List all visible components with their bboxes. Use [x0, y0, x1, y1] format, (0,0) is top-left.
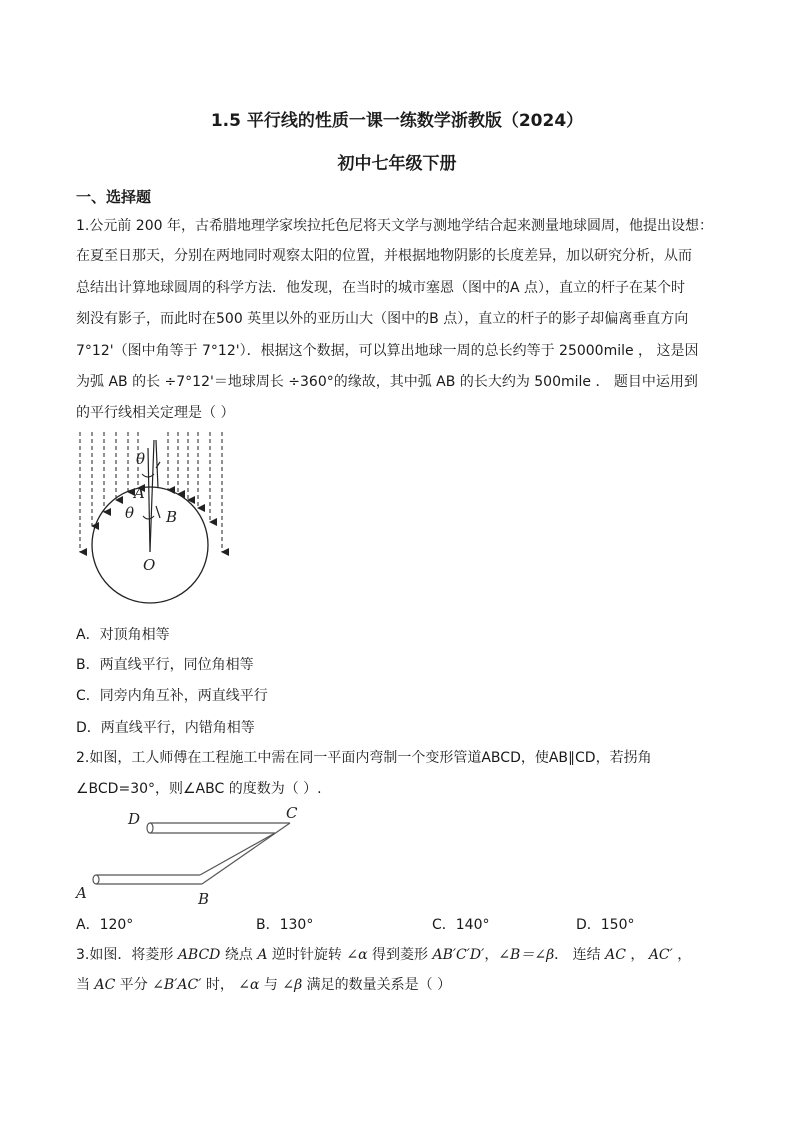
- q3-math: A: [257, 947, 268, 963]
- q3-text: 当: [76, 977, 95, 993]
- q2-option-c[interactable]: C．140°: [432, 917, 490, 933]
- q3-text: ． 连结: [554, 947, 606, 963]
- q3-text: 3.如图．将菱形: [76, 947, 178, 963]
- q2-line-1: 2.如图，工人师傅在工程施工中需在同一平面内弯制一个变形管道ABCD，使AB∥CD，若拐角: [76, 750, 652, 766]
- document-subtitle: 初中七年级下册: [337, 154, 457, 174]
- q3-line-1: [76, 945, 691, 965]
- label-point-a2: A: [76, 884, 87, 902]
- q1-line-7: 的平行线相关定理是（ ）: [76, 405, 235, 421]
- q3-text: 平分: [115, 977, 153, 993]
- section-heading: 一、选择题: [76, 188, 152, 206]
- pipe-figure: [72, 802, 312, 908]
- q1-option-c[interactable]: C．同旁内角互补，两直线平行: [76, 688, 268, 704]
- label-point-d: D: [128, 810, 141, 828]
- q1-line-1: 1.公元前 200 年，古希腊地理学家埃拉托色尼将天文学与测地学结合起来测量地球圆周，他提出设想：: [76, 218, 713, 234]
- label-point-b2: B: [198, 890, 210, 908]
- q3-math: ∠β: [282, 977, 303, 993]
- q3-math: ∠α: [238, 977, 260, 993]
- q2-option-a[interactable]: A．120°: [76, 917, 134, 933]
- label-theta-top: θ: [136, 450, 146, 468]
- q1-line-5: 7°12'（图中角等于 7°12'）．根据这个数据，可以算出地球一周的总长约等于 25000mile ， 这是因: [76, 343, 699, 359]
- q3-text: ，: [672, 947, 692, 963]
- q2-option-b[interactable]: B．130°: [256, 917, 314, 933]
- q3-math: ∠B＝∠β: [498, 947, 555, 963]
- q3-math: AC: [605, 947, 626, 963]
- label-point-c: C: [286, 804, 298, 822]
- q3-math: ABCD: [177, 947, 221, 963]
- label-theta-bottom: θ: [125, 504, 135, 522]
- earth-shadow-figure: [70, 428, 240, 614]
- label-point-a: A: [134, 484, 145, 502]
- q3-line-2: [76, 975, 451, 995]
- q3-math: ∠B′AC′: [152, 977, 202, 993]
- label-point-o: O: [143, 556, 156, 574]
- q1-option-a[interactable]: A．对顶角相等: [76, 627, 170, 643]
- q3-text: 满足的数量关系是（ ）: [302, 977, 452, 993]
- q3-text: ，: [625, 947, 649, 963]
- q1-line-6: 为弧 AB 的长 ÷7°12'＝地球周长 ÷360°的缘故，其中弧 AB 的长大约为 500mile ． 题目中运用到: [76, 374, 698, 390]
- q3-text: 时，: [201, 977, 239, 993]
- q3-math: ∠α: [346, 947, 368, 963]
- q1-line-3: 总结出计算地球圆周的科学方法．他发现，在当时的城市塞恩（图中的A 点），直立的杆子在某个时: [76, 280, 686, 296]
- q3-text: 得到菱形: [367, 947, 433, 963]
- q3-math: AC′: [648, 947, 673, 963]
- q3-math: AC: [94, 977, 116, 993]
- q1-line-2: 在夏至日那天，分别在两地同时观察太阳的位置，并根据地物阴影的长度差异，加以研究分析，从而: [76, 248, 692, 264]
- label-point-b: B: [166, 508, 178, 526]
- q3-text: 与: [259, 977, 283, 993]
- q1-line-4: 刻没有影子，而此时在500 英里以外的亚历山大（图中的B 点），直立的杆子的影子却偏离垂直方向: [76, 311, 689, 327]
- q1-option-d[interactable]: D．两直线平行，内错角相等: [76, 720, 255, 736]
- q3-math: AB′C′D′: [432, 947, 485, 963]
- document-title: 1.5 平行线的性质一课一练数学浙教版（2024）: [210, 111, 584, 131]
- q2-line-2: ∠BCD=30°，则∠ABC 的度数为（ ）.: [76, 781, 322, 797]
- q2-option-d[interactable]: D．150°: [576, 917, 635, 933]
- q1-option-b[interactable]: B．两直线平行，同位角相等: [76, 657, 254, 673]
- q3-text: 绕点: [220, 947, 258, 963]
- q3-text: ，: [484, 947, 499, 963]
- q3-text: 逆时针旋转: [267, 947, 347, 963]
